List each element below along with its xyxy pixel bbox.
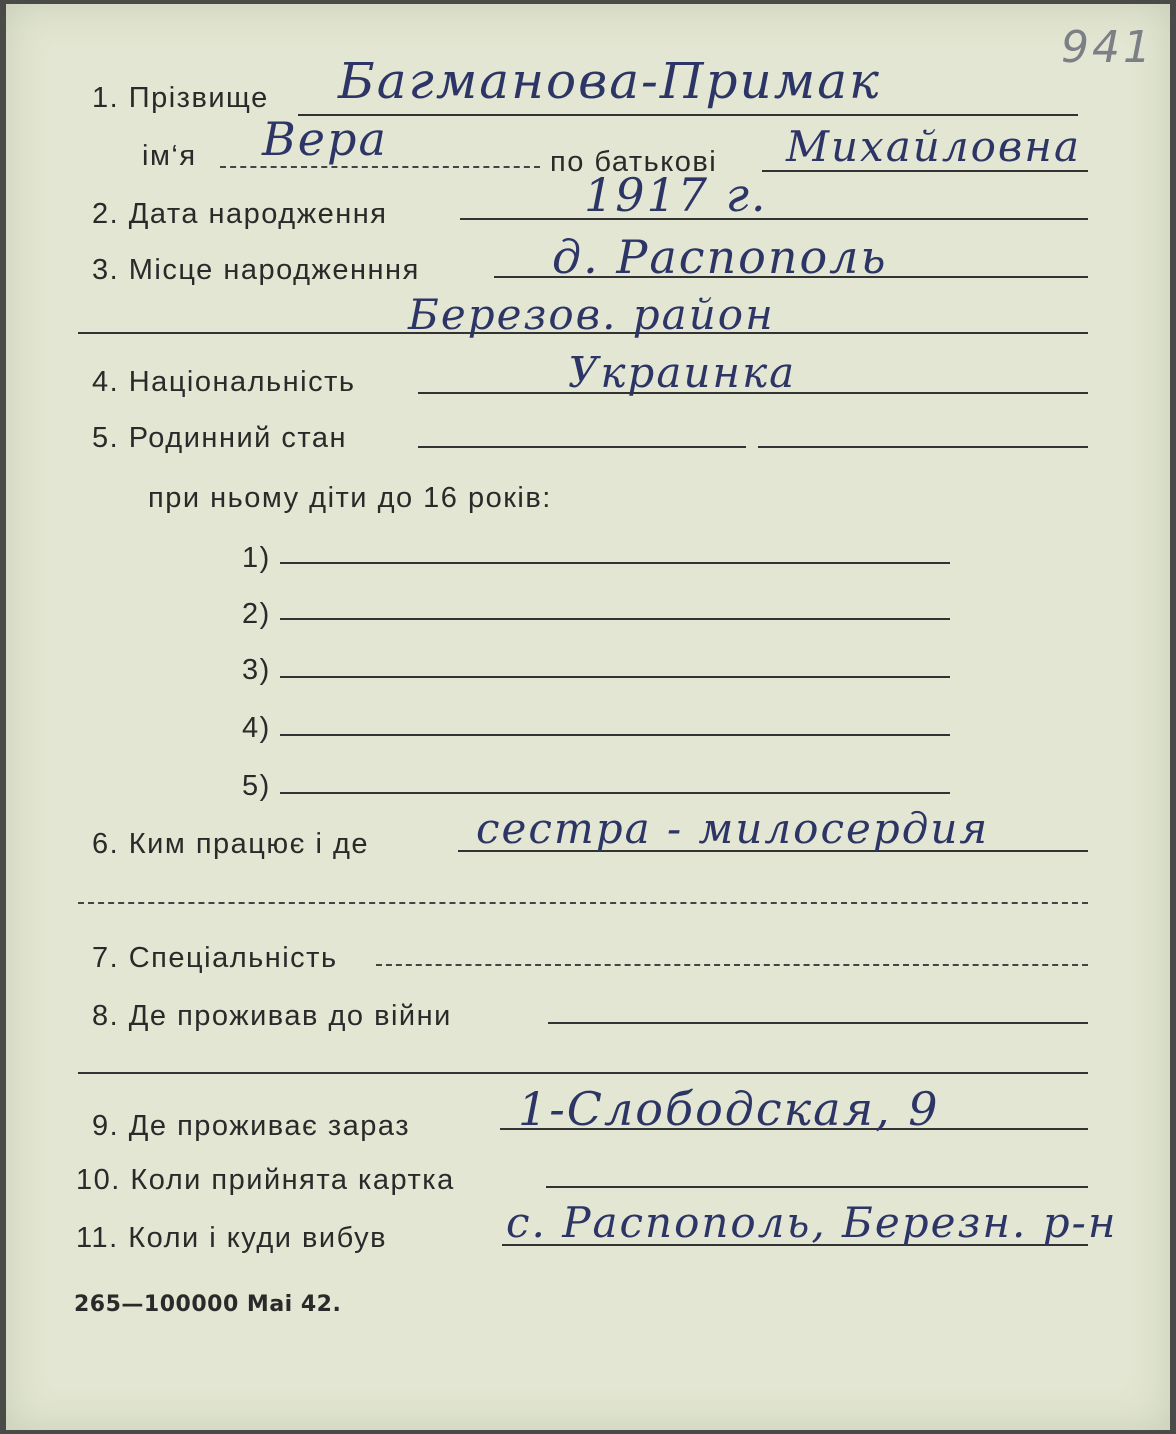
patronymic-value: Михайловна bbox=[786, 122, 1082, 171]
patronymic-label: по батькові bbox=[550, 146, 718, 178]
marital-status-line-a bbox=[418, 446, 746, 448]
specialty-line bbox=[376, 964, 1088, 966]
marital-status-label: 5. Родинний стан bbox=[92, 422, 348, 454]
prewar-residence-label: 8. Де проживав до війни bbox=[92, 1000, 452, 1032]
card-accepted-label: 10. Коли прийнята картка bbox=[76, 1164, 455, 1196]
archive-number: 941 bbox=[1061, 22, 1154, 73]
surname-label: 1. Прізвище bbox=[92, 82, 269, 114]
birth-place-label: 3. Місце народженння bbox=[92, 254, 420, 286]
surname-line bbox=[298, 114, 1078, 116]
birth-place-value: д. Распополь bbox=[552, 230, 888, 284]
occupation-label: 6. Ким працює і де bbox=[92, 828, 370, 860]
registration-card bbox=[6, 4, 1170, 1430]
child-1-line bbox=[280, 562, 950, 564]
nationality-value: Украинка bbox=[568, 348, 797, 397]
child-4-line bbox=[280, 734, 950, 736]
prewar-residence-line bbox=[548, 1022, 1088, 1024]
name-value: Вера bbox=[262, 112, 388, 166]
child-4-label: 4) bbox=[242, 712, 271, 744]
children-label: при ньому діти до 16 років: bbox=[148, 482, 552, 514]
birth-place-value-2: Березов. район bbox=[408, 290, 775, 339]
birth-date-label: 2. Дата народження bbox=[92, 198, 388, 230]
current-residence-value: 1-Слободская, 9 bbox=[518, 1082, 940, 1136]
printer-mark: 265—100000 Mai 42. bbox=[74, 1292, 342, 1317]
name-line bbox=[220, 166, 540, 168]
card-accepted-line bbox=[546, 1186, 1088, 1188]
birth-date-value: 1917 г. bbox=[584, 168, 768, 222]
surname-value: Багманова-Примак bbox=[338, 52, 881, 110]
child-1-label: 1) bbox=[242, 542, 271, 574]
occupation-value: сестра - милосердия bbox=[476, 804, 990, 853]
child-3-label: 3) bbox=[242, 654, 271, 686]
child-3-line bbox=[280, 676, 950, 678]
occupation-line-2 bbox=[78, 902, 1088, 904]
name-label: ім‘я bbox=[142, 140, 197, 172]
birth-date-line bbox=[460, 218, 1088, 220]
current-residence-label: 9. Де проживає зараз bbox=[92, 1110, 411, 1142]
child-5-label: 5) bbox=[242, 770, 271, 802]
departure-value: с. Распополь, Березн. р-н bbox=[506, 1198, 1118, 1247]
marital-status-line-b bbox=[758, 446, 1088, 448]
departure-label: 11. Коли і куди вибув bbox=[76, 1222, 387, 1254]
child-2-line bbox=[280, 618, 950, 620]
prewar-residence-line-2 bbox=[78, 1072, 1088, 1074]
child-2-label: 2) bbox=[242, 598, 271, 630]
child-5-line bbox=[280, 792, 950, 794]
nationality-label: 4. Національність bbox=[92, 366, 356, 398]
specialty-label: 7. Спеціальність bbox=[92, 942, 338, 974]
